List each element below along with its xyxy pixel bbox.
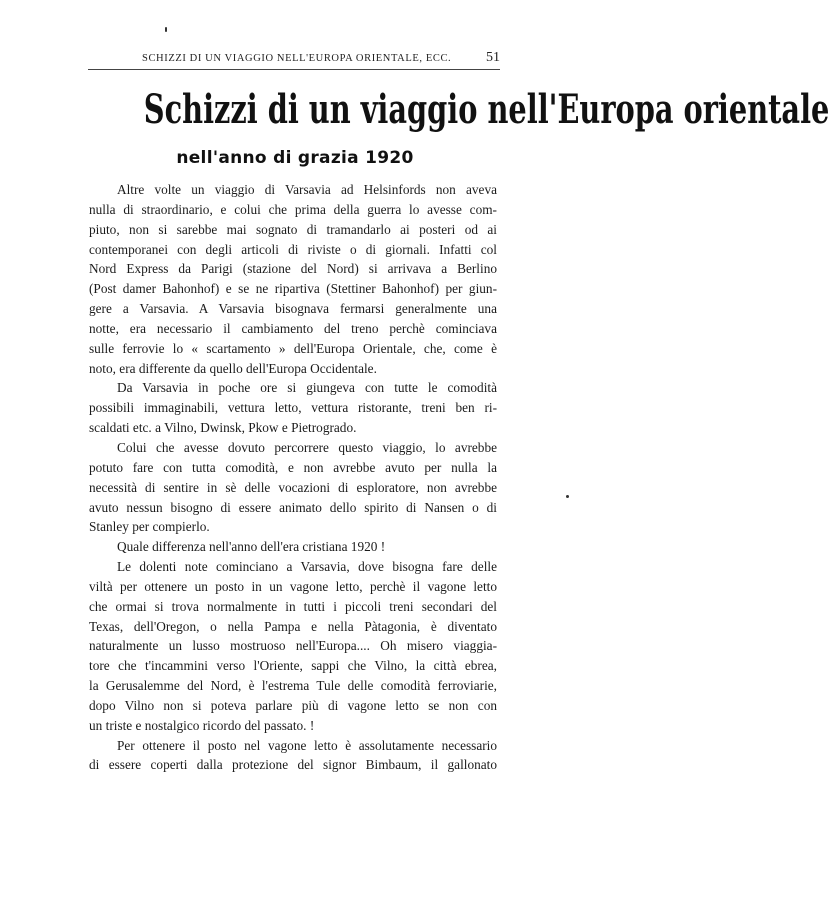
text-line: naturalmente un lusso mostruoso nell'Europa.... Oh misero viaggia- xyxy=(89,638,497,654)
text-line: Texas, dell'Oregon, o nella Pampa e nella Pàtagonia, è diventato xyxy=(89,618,497,634)
print-speck xyxy=(566,495,569,498)
text-line: dopo Vilno non si poteva parlare più di vagone letto se non con xyxy=(89,697,497,713)
text-line: Altre volte un viaggio di Varsavia ad Helsinfords non aveva xyxy=(117,182,497,197)
text-line: Per ottenere il posto nel vagone letto è assolutamente necessario xyxy=(117,737,497,753)
article-title: Schizzi di un viaggio nell'Europa orientale xyxy=(143,86,829,133)
text-line: Da Varsavia in poche ore si giungeva con tutte le comodità xyxy=(117,380,497,396)
text-line: viltà per ottenere un posto in un vagone letto, perchè il vagone letto xyxy=(89,578,497,594)
article-body xyxy=(89,180,497,775)
text-line: contemporanei con degli articoli di riviste o di giornali. Infatti col xyxy=(89,241,497,257)
text-line: noto, era differente da quello dell'Europa Occidentale. xyxy=(89,360,377,376)
text-line: avuto nessun bisogno di essere animato dello spirito di Nansen o di xyxy=(89,499,497,515)
text-line: Quale differenza nell'anno dell'era cristiana 1920 ! xyxy=(117,539,386,555)
text-line: un triste e nostalgico ricordo del passato. ! xyxy=(89,717,315,733)
text-line: Nord Express da Parigi (stazione del Nord) si arrivava a Berlino xyxy=(89,261,497,277)
text-line: necessità di sentire in sè delle vocazioni di esploratore, non avrebbe xyxy=(89,479,497,495)
text-line: Stanley per compierlo. xyxy=(89,519,210,535)
text-line: Colui che avesse dovuto percorrere questo viaggio, lo avrebbe xyxy=(117,439,497,455)
text-line: (Post damer Bahonhof) e se ne ripartiva (Stettiner Bahonhof) per giun- xyxy=(89,281,497,297)
text-line: gere a Varsavia. A Varsavia bisognava fermarsi generalmente una xyxy=(89,301,497,317)
text-line: nulla di straordinario, e colui che prima della guerra lo avesse com- xyxy=(89,201,497,217)
text-line: sulle ferrovie lo « scartamento » dell'Europa Orientale, che, come è xyxy=(89,340,497,356)
text-line: la Gerusalemme del Nord, è l'estrema Tule delle comodità ferroviarie, xyxy=(89,678,497,694)
text-line: di essere coperti dalla protezione del signor Bimbaum, il gallonato xyxy=(89,757,497,773)
page-number: 51 xyxy=(486,50,500,65)
article-subtitle: nell'anno di grazia 1920 xyxy=(176,148,414,168)
text-line: piuto, non si sarebbe mai sognato di tramandarlo ai posteri od ai xyxy=(89,221,497,237)
text-line: notte, era necessario il cambiamento del treno perchè cominciava xyxy=(89,320,497,336)
text-line: scaldati etc. a Vilno, Dwinsk, Pkow e Pietrogrado. xyxy=(89,420,357,436)
text-line: Le dolenti note cominciano a Varsavia, dove bisogna fare delle xyxy=(117,559,497,575)
text-line: potuto fare con tutta comodità, e non avrebbe avuto per nulla la xyxy=(89,459,497,475)
print-speck xyxy=(165,27,167,32)
text-line: che ormai si trova normalmente in tutti i piccoli treni secondari del xyxy=(89,598,497,614)
text-line: tore che t'incammini verso l'Oriente, sappi che Vilno, la città ebrea, xyxy=(89,658,497,674)
text-line: possibili immaginabili, vettura letto, vettura ristorante, treni ben ri- xyxy=(89,400,497,416)
running-header xyxy=(88,50,500,70)
running-title: SCHIZZI DI UN VIAGGIO NELL'EUROPA ORIENTALE, ECC. xyxy=(142,53,452,64)
